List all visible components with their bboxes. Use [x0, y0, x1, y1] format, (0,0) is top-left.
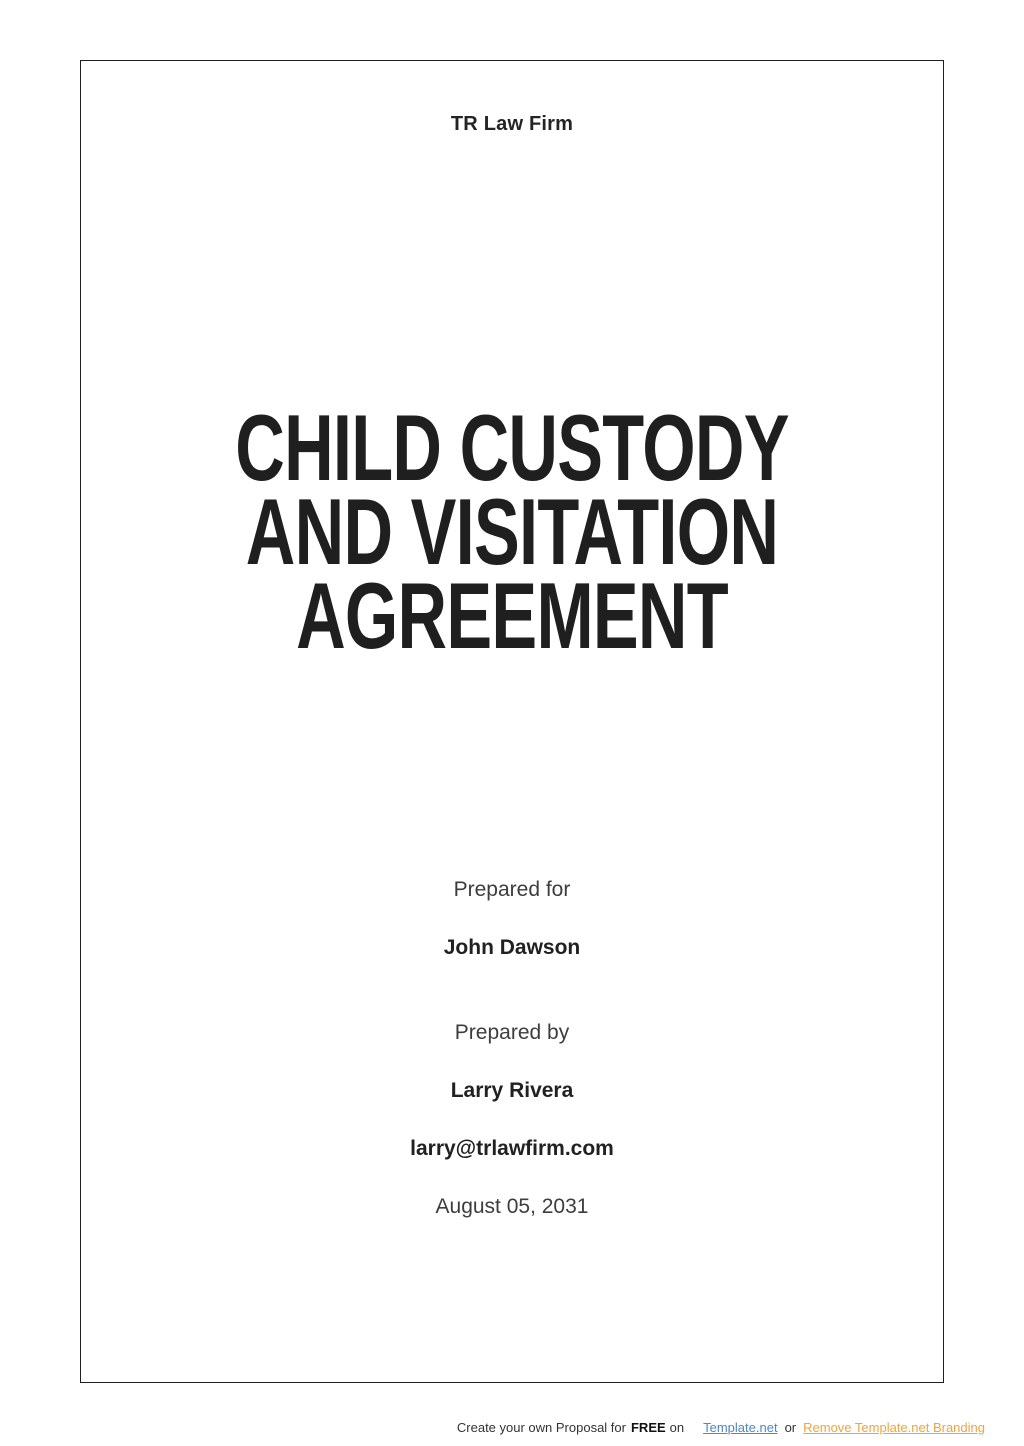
footer-on-text: on — [669, 1419, 685, 1435]
prepared-by-name: Larry Rivera — [450, 1079, 574, 1102]
document-title — [197, 395, 826, 668]
footer-prefix-text: Create your own Proposal for — [456, 1419, 626, 1435]
document-title-line-3: AGREEMENT — [296, 563, 728, 668]
prepared-by-label: Prepared by — [454, 1021, 570, 1044]
document-title-line-1: CHILD CUSTODY — [235, 395, 789, 500]
document-page — [80, 60, 944, 1383]
prepared-for-label: Prepared for — [453, 878, 571, 901]
prepared-for-name: John Dawson — [443, 936, 581, 959]
document-date: August 05, 2031 — [435, 1195, 589, 1218]
branding-footer — [457, 1413, 985, 1441]
document-title-line-2: AND VISITATION — [245, 479, 779, 584]
prepared-by-email: larry@trlawfirm.com — [410, 1137, 614, 1160]
remove-branding-link[interactable]: Remove Template.net Branding — [803, 1419, 985, 1435]
prepared-section — [81, 861, 943, 1236]
footer-or-text: or — [784, 1419, 797, 1435]
firm-name: TR Law Firm — [450, 113, 574, 135]
section-spacer — [81, 977, 943, 1004]
footer-free-text: FREE — [630, 1419, 666, 1435]
template-net-link[interactable]: Template.net — [703, 1419, 778, 1435]
